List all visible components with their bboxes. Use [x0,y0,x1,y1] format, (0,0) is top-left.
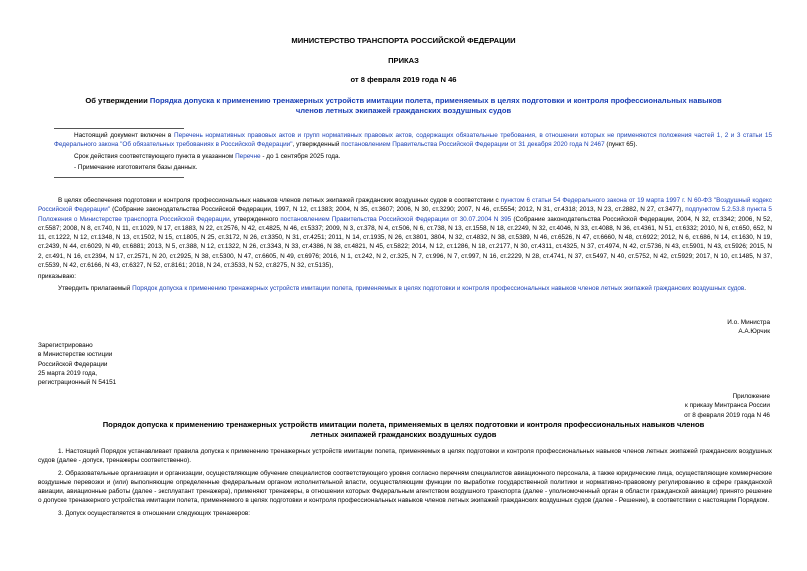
note-text: Настоящий документ включен в [74,132,174,139]
appendix-title: Порядок допуска к применению тренажерных устройств имитации полета, применяемых в целях подготовки и контроля профессиональных навыков членов летных экипажей гражданских воздушных судов [102,420,705,439]
signature-role: И.о. Министра [727,319,770,326]
order-word: приказываю: [38,273,76,281]
note-text: (пункт 65). [604,141,638,149]
doc-type: ПРИКАЗ [388,56,419,65]
note-link-decree[interactable]: постановлением Правительства Российской Федерации от 31 декабря 2020 года N 2467 [341,141,605,149]
doc-date-number: от 8 февраля 2019 года N 46 [350,75,457,84]
note-text: Срок действия соответствующего пункта в указанном [74,152,236,160]
registration-line: 25 марта 2019 года, [38,369,98,377]
approve-paragraph [38,284,772,293]
preamble-segment: , утвержденного [229,215,281,223]
preamble-segment: В целях обеспечения подготовки и контроля профессиональных навыков членов летных экипажей гражданских воздушных судов в соответствии с [58,197,501,204]
note-link-list[interactable]: Перечень нормативных правовых актов и групп нормативных правовых актов, содержащих обязательные требования, в отношении которых не применяются положения частей 1, 2 и 3 статьи 15 Федерального закона "Об обязательных требованиях в Российской Федерации" [54,132,772,149]
signature-name: А.А.Юрчик [738,328,770,336]
note-p1 [54,131,772,150]
link-decree-395[interactable]: постановлением Правительства Российской Федерации от 30.07.2004 N 395 [280,215,512,223]
registration-block [38,341,116,387]
note-text: - до 1 сентября 2025 года. [260,152,341,160]
appendix-body [38,447,772,518]
appendix-line: от 8 февраля 2019 года N 46 [684,411,770,419]
registration-line: Российской Федерации [38,360,108,368]
title-prefix: Об утверждении [85,96,150,105]
preamble-text [38,196,772,270]
appendix-p2: 2. Образовательные организации и организации, осуществляющие обучение специалистов соответствующего уровня согласно перечням специалистов авиационного персонала, а также юридические лица, осуществляющие коммерческие воздушные перевозки и (или) выполняющие определенные федеральным органом исполнительной власти, осуществляющим функции по выработке государственной политики и нормативно-правовому регулированию в сфере гражданской авиации, авиационные работы (далее - эксплуатант тренажера), применяют тренажеры, в отношении которых Федеральным агентством воздушного транспорта (далее - уполномоченный орган в области гражданской авиации) принято решение о допуске тренажерного устройства имитации полета, применяемого в целях подготовки и контроля профессиональных навыков членов летных экипажей гражданских воздушных судов (далее - Решение), в соответствии с настоящим Порядком. [38,469,772,505]
appendix-p1: 1. Настоящий Порядок устанавливает правила допуска к применению тренажерных устройств имитации полета, применяемых в целях подготовки и контроля профессиональных навыков членов летных экипажей гражданских воздушных судов (далее - допуск, тренажеры соответственно). [38,448,772,465]
approve-text: Утвердить прилагаемый [58,284,133,292]
editor-note [54,131,772,172]
link-air-code[interactable]: пунктом 6 статьи 54 Федерального закона от 19 марта 1997 г. N 60-ФЗ "Воздушный кодекс Российской Федерации" [38,197,772,214]
ministry-title: МИНИСТЕРСТВО ТРАНСПОРТА РОССИЙСКОЙ ФЕДЕРАЦИИ [291,36,516,45]
note-text: , утвержденный [292,141,342,149]
note-p2 [54,152,772,161]
note-link-perechen[interactable]: Перечне [235,152,261,160]
approve-text: . [744,284,747,292]
note-divider-bottom [54,177,184,178]
title-link[interactable]: Порядка допуска к применению тренажерных устройств имитации полета, применяемых в целях подготовки и контроля профессиональных навыков членов летных экипажей гражданских воздушных судов [149,96,722,115]
appendix-p3: 3. Допуск осуществляется в отношении следующих тренажеров: [58,509,251,517]
note-p3: - Примечание изготовителя базы данных. [74,163,198,171]
note-divider-top [54,128,184,129]
registration-line: Зарегистрировано [38,342,93,349]
preamble-segment: (Собрание законодательства Российской Федерации, 1997, N 12, ст.1383; 2004, N 35, ст.3607; 2006, N 30, ст.3290; 2007, N 46, ст.5554; 2012, N 31, ст.4318; 2013, N 23, ст.2882, N 27, ст.3477), [110,206,686,214]
preamble-segment: (Собрание законодательства Российской Федерации, 2004, N 32, ст.3342; 2006, N 52, ст.5587; 2008, N 8, ст.740, N 11, ст.1029, N 17, ст.1883, N 22, ст.2576, N 42, ст.4825, N 46, ст.5337; 2009, N 3, ст.378, N 4, ст.506, N 6, ст.738, N 13, ст.1558, N 18, ст.2249, N 32, ст.4046, N 33, ст.4088, N 36, ст.4361, N 51, ст.6332; 2010, N 6, ст.650, 652, N 11, ст.1222, N 12, ст.1348, N 13, ст.1502, N 15, ст.1805, N 25, ст.3172, N 26, ст.3350, N 31, ст.4251; 2011, N 14, ст.1935, N 26, ст.3801, 3804, N 32, ст.4832, N 38, ст.5389, N 46, ст.6526, N 47, ст.6660, N 48, ст.6922; 2012, N 6, ст.686, N 14, ст.1630, N 19, ст.2439, N 44, ст.6029, N 49, ст.6881; 2013, N 5, ст.388, N 12, ст.1322, N 26, ст.3343, N 33, ст.4386, N 38, ст.4821, N 45, ст.5822; 2014, N 12, ст.1286, N 18, ст.2177, N 30, ст.4311, ст.4325, N 37, ст.4974, N 42, ст.5736, N 43, ст.5901, N 43, ст.5926; 2015, N 2, ст.491, N 16, ст.2394, N 17, ст.2571, N 20, ст.2925, N 38, ст.5300, N 47, ст.6605, N 49, ст.6976; 2016, N 1, ст.242, N 2, ст.325, N 7, ст.996, N 7, ст.997, N 16, ст.2229, N 28, ст.4741, N 37, ст.5497, N 40, ст.5752, N 42, ст.5929; 2017, N 10, ст.1485, N 37, ст.5539, N 42, ст.6166, N 43, ст.6327, N 52, ст.8161; 2018, N 24, ст.3533, N 52, ст.8275, N 32, ст.5135), [38,215,773,270]
doc-title [75,96,732,116]
appendix-line: Приложение [732,393,770,400]
preamble [38,196,772,293]
appendix-line: к приказу Минтранса России [685,402,770,410]
appendix-header [684,392,770,420]
registration-line: в Министерстве юстиции [38,351,113,359]
registration-line: регистрационный N 54151 [38,379,117,387]
link-poryadok[interactable]: Порядок допуска к применению тренажерных устройств имитации полета, применяемых в целях подготовки и контроля профессиональных навыков членов летных экипажей гражданских воздушных судов [132,284,745,292]
link-regulation[interactable]: подпунктом 5.2.53.8 пункта 5 Положения о Министерстве транспорта Российской Федерации [38,206,772,223]
signature [727,318,770,337]
